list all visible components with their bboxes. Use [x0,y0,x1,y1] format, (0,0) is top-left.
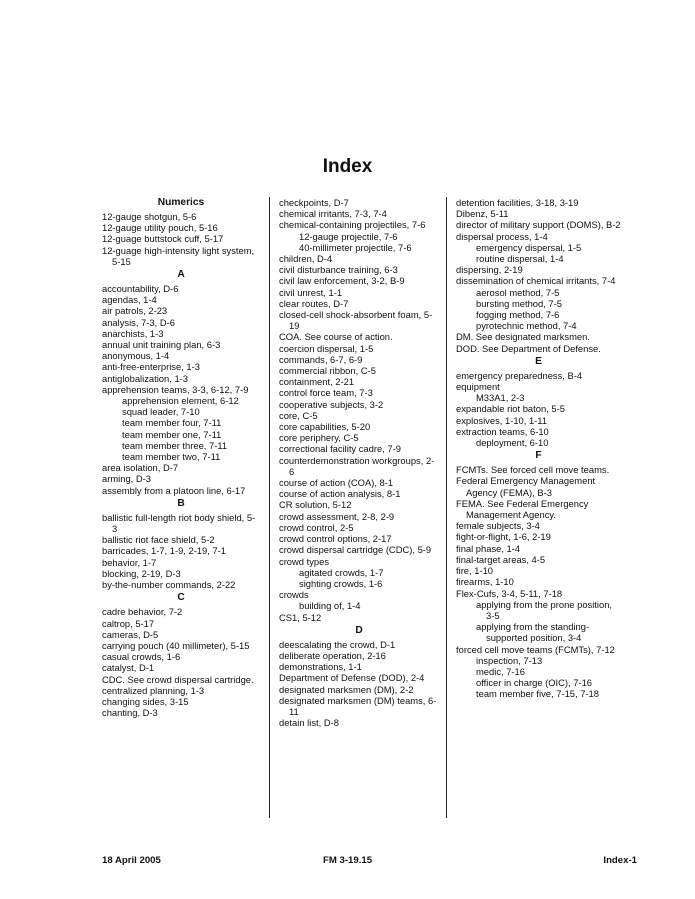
index-subentry: building of, 1-4 [299,600,361,612]
index-subentry: inspection, 7-13 [476,654,543,666]
index-entry: Flex-Cufs, 3-4, 5-11, 7-18 [456,587,563,599]
index-entry: ballistic riot face shield, 5-2 [102,534,215,546]
index-entry: air patrols, 2-23 [102,305,168,317]
index-entry: cooperative subjects, 3-2 [279,398,384,410]
index-entry: containment, 2-21 [279,376,355,388]
index-subentry: M33A1, 2-3 [476,392,525,404]
index-entry: female subjects, 3-4 [456,520,540,532]
footer-doc-number: FM 3-19.15 [322,855,373,866]
index-entry: core, C-5 [279,409,318,421]
index-entry: closed-cell shock-absorbent foam, 5-19 [279,309,433,332]
index-subentry: 12-gauge projectile, 7-6 [299,230,398,242]
index-entry: 12-guage high-intensity light system, 5-15 [102,244,255,267]
index-subentry: bursting method, 7-5 [476,297,562,309]
index-entry: dissemination of chemical irritants, 7-4 [456,275,616,287]
index-entry: antiglobalization, 1-3 [102,372,188,384]
index-entry: anonymous, 1-4 [102,350,170,362]
index-entry: crowd assessment, 2-8, 2-9 [279,510,395,522]
index-entry: by-the-number commands, 2-22 [102,579,236,591]
index-entry: chemical-containing projectiles, 7-6 [279,219,426,231]
index-subentry: 40-millimeter projectile, 7-6 [299,241,412,253]
index-entry: explosives, 1-10, 1-11 [456,414,548,426]
index-entry: checkpoints, D-7 [279,197,349,208]
index-entry: CS1, 5-12 [279,611,322,623]
index-subentry: applying from the prone position, 3-5 [476,598,613,621]
index-entry: 12-gauge utility pouch, 5-16 [102,222,218,234]
index-entry: crowds [279,589,309,601]
index-subentry: pyrotechnic method, 7-4 [476,320,577,332]
index-entry: apprehension teams, 3-3, 6-12, 7-9 [102,383,249,395]
index-entry: behavior, 1-7 [102,556,157,568]
index-entry: 12-gauge shotgun, 5-6 [102,211,197,222]
index-entry: detain list, D-8 [279,717,339,729]
index-entry: 12-guage buttstock cuff, 5-17 [102,233,224,245]
index-entry: fire, 1-10 [456,565,493,577]
index-entry: equipment [456,381,500,393]
index-entry: correctional facility cadre, 7-9 [279,443,401,455]
index-subentry: applying from the standing-supported position, 3-4 [476,621,590,644]
index-entry: crowd control, 2-5 [279,521,354,533]
index-subentry: team member two, 7-11 [122,451,221,463]
index-entry: catalyst, D-1 [102,662,155,674]
index-entry: civil unrest, 1-1 [279,286,343,298]
index-subentry: agitated crowds, 1-7 [299,566,384,578]
index-entry: core periphery, C-5 [279,432,359,444]
index-entry: expandable riot baton, 5-5 [456,403,565,415]
index-entry: analysis, 7-3, D-6 [102,316,175,328]
index-subentry: team member one, 7-11 [122,428,222,440]
footer-date: 18 April 2005 [102,855,161,866]
section-letter-heading: D [355,624,363,636]
index-entry: final-target areas, 4-5 [456,553,546,565]
column-divider [269,197,270,818]
index-entry: carrying pouch (40 millimeter), 5-15 [102,639,250,651]
section-letter-heading: F [535,450,542,462]
index-entry: DOD. See Department of Defense. [456,342,601,354]
index-entry: agendas, 1-4 [102,294,157,306]
index-subentry: aerosol method, 7-5 [476,286,560,298]
index-entry: COA. See course of action. [279,331,393,343]
index-entry: blocking, 2-19, D-3 [102,567,181,579]
index-entry: extraction teams, 6-10 [456,425,549,437]
index-subentry: team member three, 7-11 [122,439,228,451]
index-entry: crowd types [279,555,330,567]
section-letter-heading: A [177,269,185,281]
index-entry: commercial ribbon, C-5 [279,365,376,377]
index-subentry: team member five, 7-15, 7-18 [476,688,599,700]
index-subentry: deployment, 6-10 [476,437,549,449]
index-entry: civil disturbance training, 6-3 [279,264,398,276]
index-entry: caltrop, 5-17 [102,617,155,629]
index-subentry: routine dispersal, 1-4 [476,253,564,265]
section-letter-heading: E [535,355,542,367]
index-entry: crowd dispersal cartridge (CDC), 5-9 [279,544,432,556]
index-entry: deescalating the crowd, D-1 [279,638,396,650]
index-entry: Dibenz, 5-11 [456,208,509,220]
index-entry: forced cell move teams (FCMTs), 7-12 [456,643,615,655]
index-entry: CR solution, 5-12 [279,499,352,511]
index-entry: children, D-4 [279,253,333,265]
index-entry: annual unit training plan, 6-3 [102,339,221,351]
index-entry: assembly from a platoon line, 6-17 [102,484,246,496]
index-entry: demonstrations, 1-1 [279,661,362,673]
section-letter-heading: B [177,497,185,509]
index-entry: course of action (COA), 8-1 [279,477,394,489]
footer-page-number: Index-1 [603,855,637,866]
index-entry: CDC. See crowd dispersal cartridge. [102,673,254,685]
index-column-1 [102,197,260,718]
index-subentry: emergency dispersal, 1-5 [476,241,582,253]
index-subentry: officer in charge (OIC), 7-16 [476,677,593,689]
index-entry: dispersing, 2-19 [456,264,523,276]
section-letter-heading: C [177,592,185,604]
section-letter-heading: Numerics [157,197,205,208]
index-entry: firearms, 1-10 [456,576,514,588]
index-entry: final phase, 1-4 [456,542,521,554]
index-entry: course of action analysis, 8-1 [279,488,401,500]
page-title: Index [322,156,373,177]
index-entry: cadre behavior, 7-2 [102,606,183,618]
index-entry: barricades, 1-7, 1-9, 2-19, 7-1 [102,545,227,557]
index-entry: designated marksmen (DM), 2-2 [279,683,414,695]
index-subentry: sighting crowds, 1-6 [299,577,383,589]
index-entry: anarchists, 1-3 [102,327,164,339]
index-entry: cameras, D-5 [102,628,159,640]
index-entry: chanting, D-3 [102,707,158,719]
index-subentry: apprehension element, 6-12 [122,395,239,407]
index-entry: FEMA. See Federal Emergency Management Agency. [456,497,589,521]
index-subentry: medic, 7-16 [476,665,525,677]
index-entry: anti-free-enterprise, 1-3 [102,361,200,373]
index-entry: centralized planning, 1-3 [102,684,205,696]
index-entry: commands, 6-7, 6-9 [279,353,363,365]
index-entry: emergency preparedness, B-4 [456,369,583,381]
index-entry: counterdemonstration workgroups, 2-6 [279,454,435,477]
index-entry: deliberate operation, 2-16 [279,649,386,661]
index-entry: core capabilities, 5-20 [279,421,371,433]
index-entry: coercion dispersal, 1-5 [279,342,374,354]
index-entry: crowd control options, 2-17 [279,533,392,545]
index-column-3 [456,197,621,700]
index-column-2 [279,197,439,728]
index-entry: ballistic full-length riot body shield, 5-3 [102,511,256,535]
index-entry: changing sides, 3-15 [102,695,189,707]
index-entry: casual crowds, 1-6 [102,651,181,663]
index-entry: arming, D-3 [102,473,151,485]
index-entry: Department of Defense (DOD), 2-4 [279,672,425,684]
index-entry: DM. See designated marksmen. [456,331,590,343]
index-entry: fight-or-flight, 1-6, 2-19 [456,531,551,543]
index-entry: detention facilities, 3-18, 3-19 [456,197,579,208]
index-entry: Federal Emergency Management Agency (FEMA), B-3 [456,475,596,498]
column-divider [446,197,447,818]
index-subentry: team member four, 7-11 [122,417,222,429]
index-entry: designated marksmen (DM) teams, 6-11 [279,694,437,717]
index-entry: clear routes, D-7 [279,297,349,309]
index-entry: area isolation, D-7 [102,462,179,474]
index-entry: director of military support (DOMS), B-2 [456,219,621,231]
index-entry: dispersal process, 1-4 [456,230,548,242]
index-entry: control force team, 7-3 [279,387,373,399]
index-entry: FCMTs. See forced cell move teams. [456,464,610,476]
index-subentry: fogging method, 7-6 [476,309,560,321]
index-entry: civil law enforcement, 3-2, B-9 [279,275,405,287]
index-entry: chemical irritants, 7-3, 7-4 [279,208,387,220]
index-entry: accountability, D-6 [102,283,179,295]
index-subentry: squad leader, 7-10 [122,406,200,418]
